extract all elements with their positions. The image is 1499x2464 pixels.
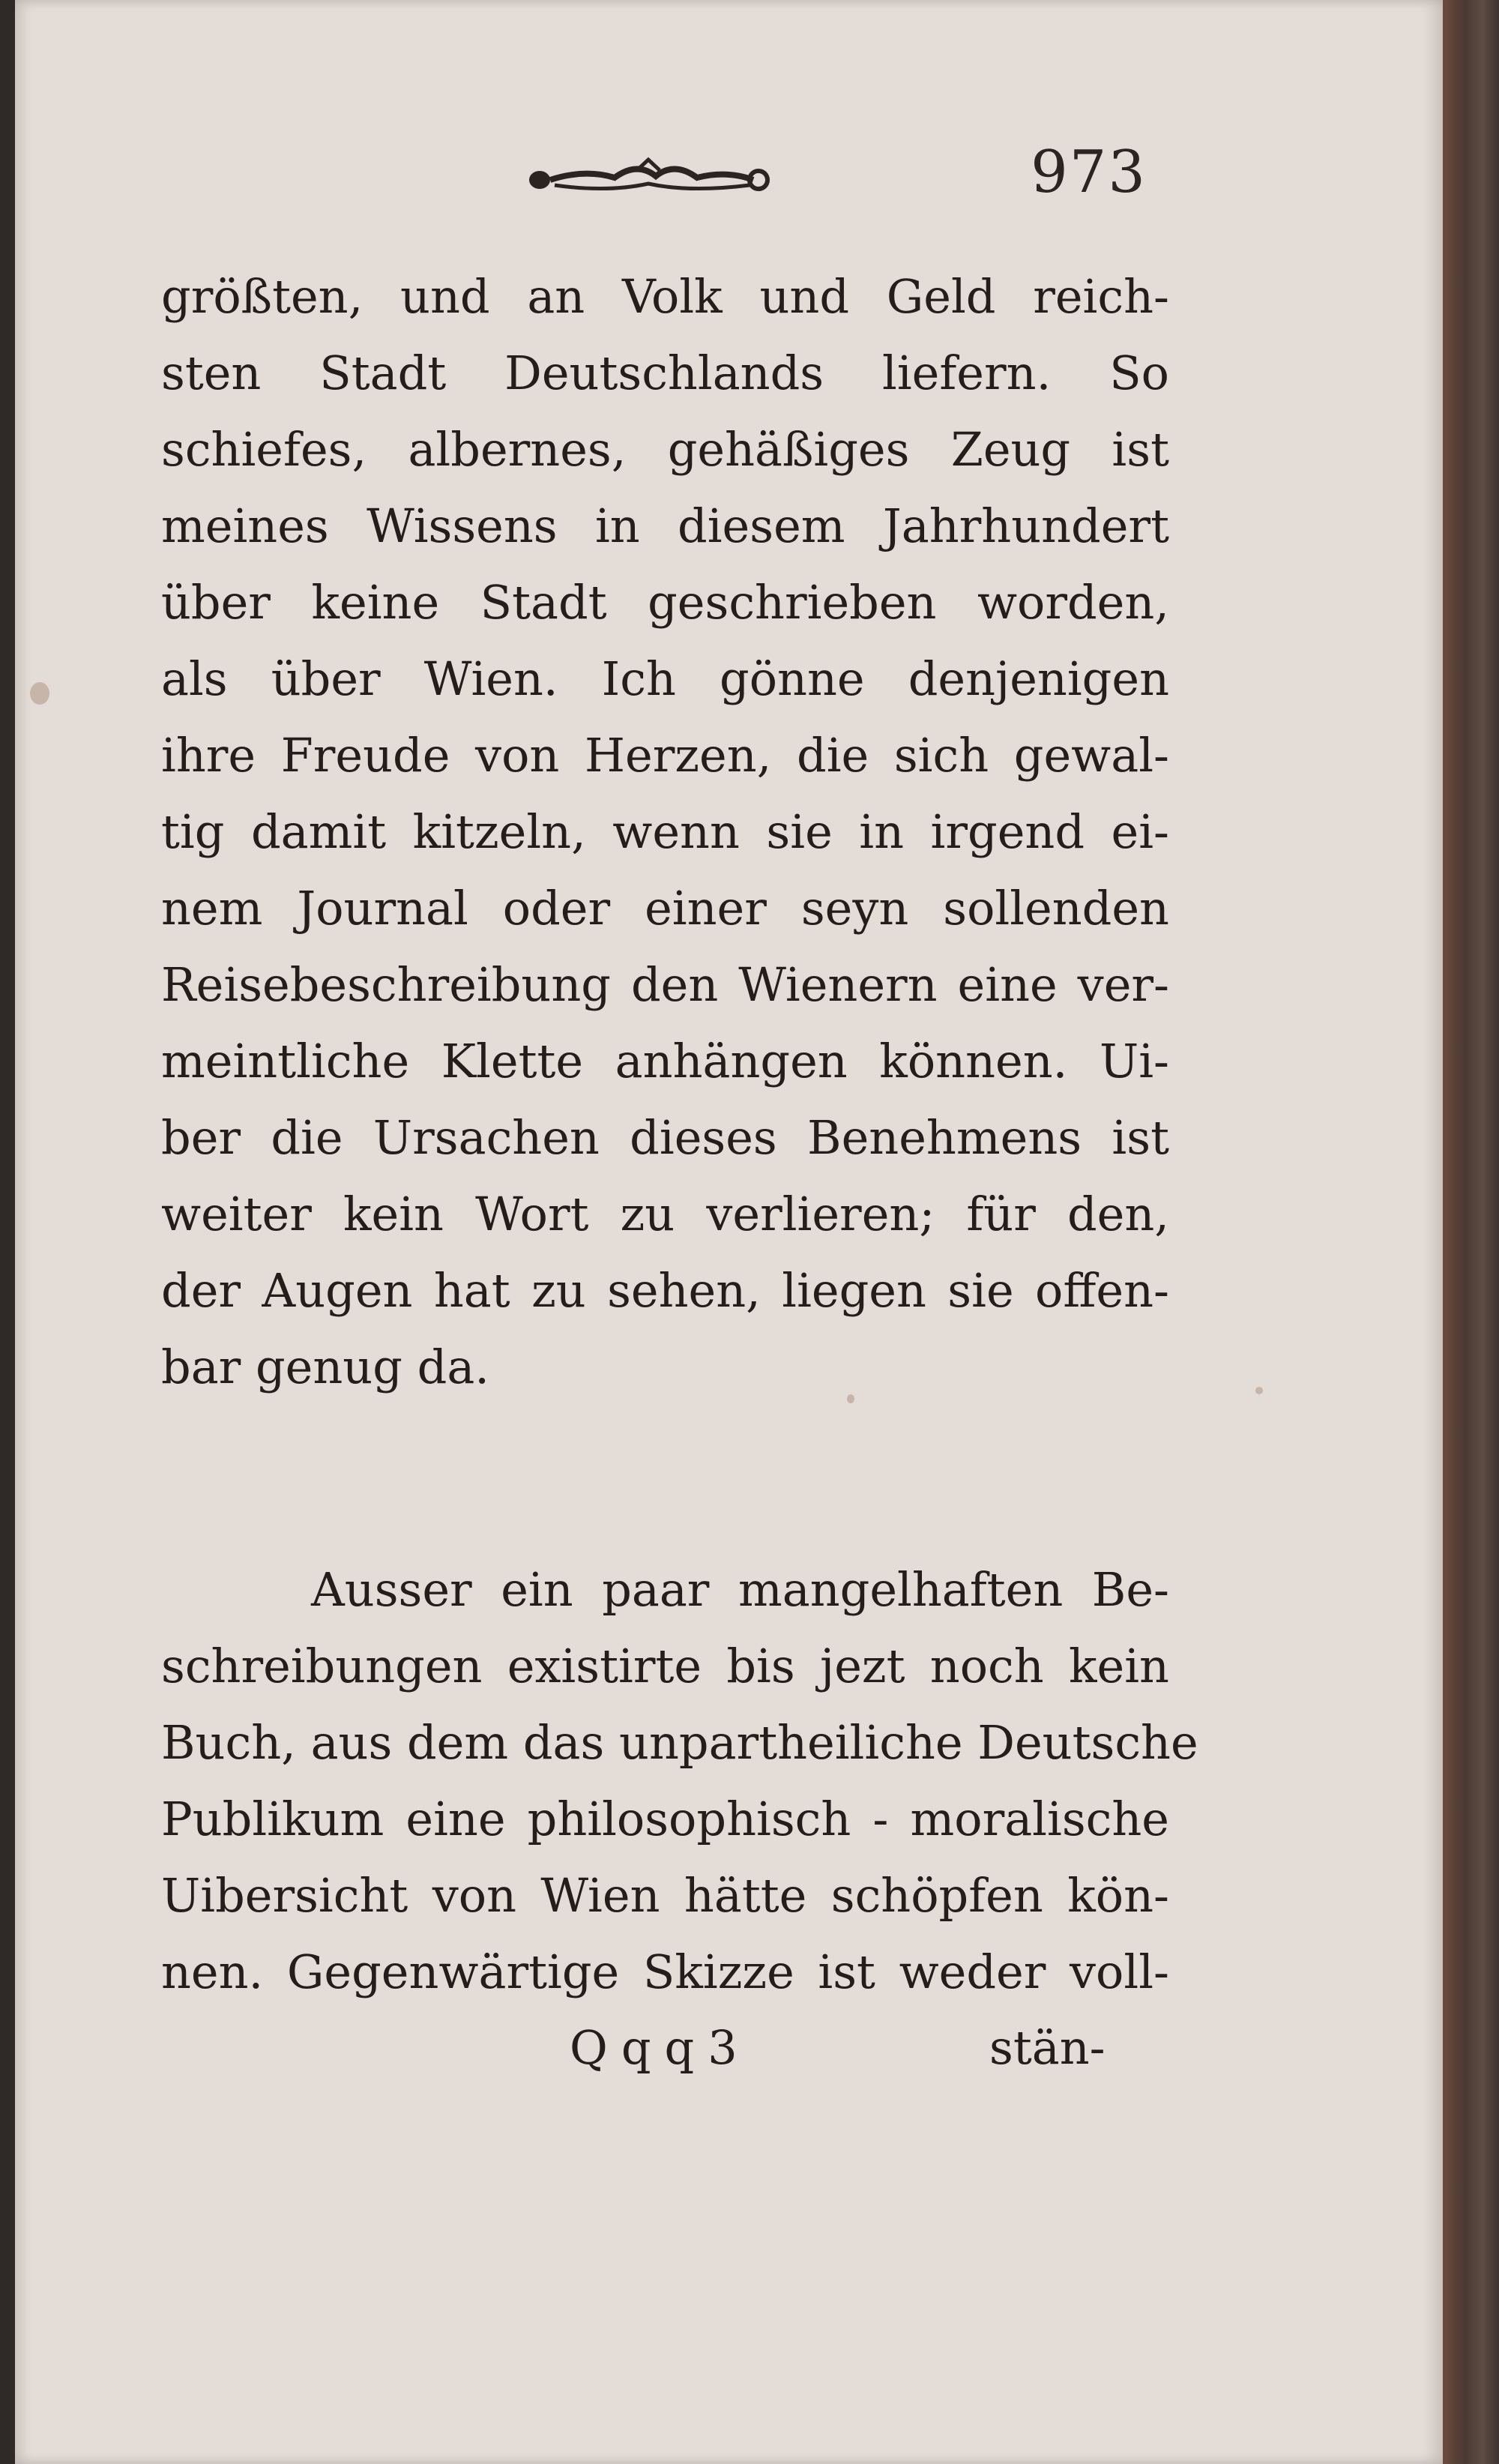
text-line: ber die Ursachen dieses Benehmens ist [161, 1110, 1169, 1165]
text-line: als über Wien. Ich gönne denjenigen [161, 651, 1169, 706]
paragraph-2 [161, 1552, 1198, 2010]
page-header [15, 139, 1443, 206]
page-number: 973 [1031, 139, 1147, 206]
text-line: schiefes, albernes, gehäßiges Zeug ist [161, 422, 1169, 477]
text-line: sten Stadt Deutschlands liefern. So [161, 346, 1169, 400]
text-line: nem Journal oder einer seyn sollenden [161, 881, 1169, 936]
text-line: über keine Stadt geschrieben worden, [161, 575, 1169, 630]
book-page [15, 0, 1443, 2464]
paragraph-1 [161, 259, 1169, 1406]
paper-stain [1255, 1387, 1263, 1394]
text-line: nen. Gegenwärtige Skizze ist weder voll- [161, 1945, 1169, 1999]
catchword: stän- [989, 2020, 1106, 2075]
book-gutter [0, 0, 15, 2464]
book-cover-edge [1443, 0, 1499, 2464]
printer-ornament-icon [525, 154, 772, 199]
text-line: schreibungen existirte bis jezt noch kein [161, 1639, 1169, 1693]
text-line: meintliche Klette anhängen können. Ui- [161, 1034, 1169, 1088]
text-line: Reisebeschreibung den Wienern eine ver- [161, 957, 1169, 1012]
text-line: meines Wissens in diesem Jahrhundert [161, 498, 1169, 553]
signature-mark: Qqq3 [570, 2020, 751, 2075]
text-line: tig damit kitzeln, wenn sie in irgend ei- [161, 804, 1169, 859]
text-line: ihre Freude von Herzen, die sich gewal- [161, 728, 1169, 783]
text-line: Buch, aus dem das unpartheiliche Deutsche [161, 1715, 1198, 1770]
text-line: größten, und an Volk und Geld reich- [161, 269, 1169, 324]
text-line: bar genug da. [161, 1340, 489, 1394]
paper-stain [30, 682, 49, 705]
text-line: Ausser ein paar mangelhaften Be- [311, 1562, 1169, 1617]
page-footer [15, 2020, 1443, 2095]
text-line: Uibersicht von Wien hätte schöpfen kön- [161, 1868, 1169, 1923]
text-line: weiter kein Wort zu verlieren; für den, [161, 1187, 1169, 1241]
text-line: der Augen hat zu sehen, liegen sie offen- [161, 1263, 1169, 1318]
text-line: Publikum eine philosophisch - moralische [161, 1792, 1169, 1846]
